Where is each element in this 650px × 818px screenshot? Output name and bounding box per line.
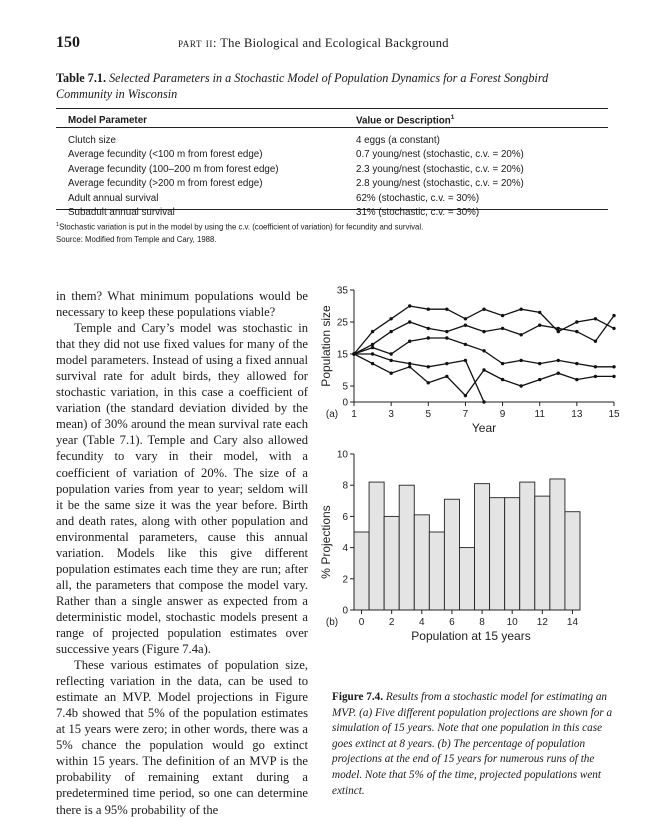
data-point — [427, 336, 430, 339]
x-tick-label: 10 — [506, 617, 518, 628]
bar-11 — [520, 482, 535, 610]
figure-label: Figure 7.4. — [332, 691, 384, 703]
y-tick-label: 8 — [342, 480, 348, 492]
data-point — [575, 330, 578, 333]
data-point — [371, 346, 374, 349]
figure-7-4a-line-chart — [318, 282, 618, 444]
bar-12 — [535, 496, 550, 610]
x-tick-label: 12 — [536, 617, 548, 628]
table-row: Subadult annual survival 31% (stochastic, c.v. = 30%) — [68, 207, 480, 219]
x-tick-label: 4 — [419, 617, 425, 628]
y-axis-title: Population size — [319, 305, 333, 387]
y-tick-label: 5 — [342, 381, 348, 393]
column-note-mark: 1 — [450, 113, 455, 121]
x-tick-label: 5 — [425, 409, 432, 420]
data-point — [445, 336, 448, 339]
data-point — [501, 378, 504, 381]
x-tick-label: 6 — [449, 617, 455, 628]
bar-14 — [565, 512, 580, 610]
data-point — [501, 314, 504, 317]
bar-2 — [384, 516, 399, 610]
data-point — [501, 327, 504, 330]
data-point — [575, 378, 578, 381]
data-point — [445, 308, 448, 311]
data-point — [519, 308, 522, 311]
x-tick-label: 3 — [388, 409, 394, 420]
figure-caption-text: Results from a stochastic model for estimating an MVP. (a) Five different population projections are shown for a simulation of 15 years. Note that one population in this case goes extinct at 8 years. (b) The percentage of population projections at the end of 15 years for numerous runs of the model. Note that 5% of the time, projected populations went extinct. — [332, 691, 613, 797]
data-point — [445, 362, 448, 365]
y-tick-label: 10 — [336, 449, 348, 461]
bar-4 — [414, 515, 429, 610]
data-point — [464, 317, 467, 320]
data-point — [482, 308, 485, 311]
x-tick-label: 15 — [608, 409, 620, 420]
data-point — [557, 372, 560, 375]
bar-10 — [505, 498, 520, 610]
data-point — [594, 365, 597, 368]
parameter-table — [68, 112, 608, 220]
data-point — [371, 330, 374, 333]
data-point — [371, 343, 374, 346]
y-axis-title: % Projections — [319, 505, 333, 579]
x-tick-label: 7 — [462, 409, 469, 420]
panel-label-a: (a) — [325, 409, 339, 420]
x-tick-label: 2 — [388, 617, 395, 628]
data-point — [557, 359, 560, 362]
data-point — [408, 304, 411, 307]
data-point — [519, 384, 522, 387]
table-caption — [56, 70, 606, 102]
bar-1 — [369, 482, 384, 610]
data-point — [612, 365, 615, 368]
data-point — [538, 311, 541, 314]
data-point — [464, 394, 467, 397]
data-point — [427, 381, 430, 384]
table-source: Source: Modified from Temple and Cary, 1988. — [56, 235, 217, 245]
data-point — [612, 327, 615, 330]
data-point — [389, 317, 392, 320]
x-tick-label: 0 — [358, 617, 365, 628]
data-point — [445, 330, 448, 333]
table-footnote: $^1$Stochastic variation is put in the model by using the c.v. (coefficient of variation) for fecundity and survival. — [56, 222, 424, 232]
panel-label-b: (b) — [325, 617, 339, 628]
table-row: Average fecundity (>200 m from forest edge) 2.8 young/nest (stochastic, c.v. = 20%) — [68, 178, 524, 190]
data-point — [575, 362, 578, 365]
data-point — [594, 375, 597, 378]
table-row: Adult annual survival 62% (stochastic, c.v. = 30%) — [68, 192, 480, 204]
data-point — [482, 330, 485, 333]
page-number: 150 — [56, 34, 80, 51]
running-head — [178, 36, 449, 51]
column-header-parameter: Model Parameter — [68, 114, 147, 126]
y-tick-label: 35 — [336, 285, 348, 297]
data-point — [519, 333, 522, 336]
bar-5 — [429, 532, 444, 610]
y-tick-label: 2 — [342, 574, 348, 586]
part-title: The Biological and Ecological Background — [220, 36, 449, 50]
data-point — [557, 330, 560, 333]
table-header-row — [68, 112, 608, 128]
table-top-rule — [56, 108, 608, 109]
x-tick-label: 8 — [479, 617, 485, 628]
body-paragraph: Temple and Cary’s model was stochastic in that they did not use fixed values for many of the model parameters. Instead of using a fixed annual survival rate for adult birds, they allowed for stochastic variation, in this case a coefficient of variation (the standard deviation divided by the mean) of 30% around the mean survival rate each year (Table 7.1). Temple and Cary also allowed fecundity to vary in their model, with a coefficient of variation of 20%. The size of a population varies from year to year; seldom will it be the same size it was the year before. Birth and death rates, along with other population and environmental parameters, cause this annual variation. Models like this give different population estimates each time they are run; after all, the parameters that compose the model vary. Rather than a single answer as expected from a deterministic model, stochastic models present a range of projected population estimates over successive years (Figure 7.4a). — [56, 321, 308, 657]
data-point — [408, 362, 411, 365]
data-point — [427, 308, 430, 311]
data-point — [538, 324, 541, 327]
data-point — [371, 362, 374, 365]
data-point — [482, 400, 485, 403]
data-point — [519, 359, 522, 362]
bar-7 — [459, 548, 474, 610]
table-row: Clutch size 4 eggs (a constant) — [68, 134, 440, 146]
y-tick-label: 4 — [342, 543, 348, 555]
data-point — [464, 359, 467, 362]
data-point — [482, 349, 485, 352]
x-tick-label: 1 — [351, 409, 357, 420]
data-point — [501, 362, 504, 365]
bar-3 — [399, 485, 414, 610]
table-notes — [56, 219, 616, 247]
data-point — [612, 314, 615, 317]
data-point — [464, 343, 467, 346]
data-point — [464, 324, 467, 327]
data-point — [557, 327, 560, 330]
x-axis-title: Population at 15 years — [411, 629, 531, 643]
table-row: Average fecundity (<100 m from forest edge) 0.7 young/nest (stochastic, c.v. = 20%) — [68, 149, 524, 161]
bar-0 — [354, 532, 369, 610]
data-point — [389, 352, 392, 355]
y-tick-label: 0 — [342, 397, 348, 409]
data-point — [538, 378, 541, 381]
data-point — [482, 368, 485, 371]
table-title: Selected Parameters in a Stochastic Model of Population Dynamics for a Forest Songbird Community in Wisconsin — [56, 71, 549, 101]
x-axis-title: Year — [471, 421, 497, 435]
body-text — [56, 288, 308, 818]
data-point — [612, 375, 615, 378]
table-row: Average fecundity (100–200 m from forest edge) 2.3 young/nest (stochastic, c.v. = 20%) — [68, 163, 524, 175]
figure-caption — [332, 690, 618, 799]
column-header-value: Value or Description$^1$ — [356, 113, 455, 127]
data-point — [575, 320, 578, 323]
data-point — [594, 317, 597, 320]
x-tick-label: 11 — [534, 409, 545, 420]
data-point — [427, 365, 430, 368]
data-point — [408, 365, 411, 368]
y-tick-label: 25 — [336, 317, 348, 329]
data-point — [408, 320, 411, 323]
y-tick-label: 6 — [342, 511, 348, 523]
data-point — [389, 359, 392, 362]
y-tick-label: 0 — [342, 605, 348, 617]
data-point — [445, 375, 448, 378]
part-label: part ii: — [178, 36, 218, 50]
table-label: Table 7.1. — [56, 71, 107, 85]
body-paragraph: in them? What minimum populations would be necessary to keep these populations viable? — [56, 289, 308, 320]
bar-13 — [550, 479, 565, 610]
x-tick-label: 13 — [571, 409, 583, 420]
data-point — [389, 372, 392, 375]
data-point — [371, 352, 374, 355]
data-point — [594, 340, 597, 343]
x-tick-label: 9 — [499, 409, 506, 420]
data-point — [538, 362, 541, 365]
data-point — [408, 340, 411, 343]
body-paragraph: These various estimates of population size, reflecting variation in the data, can be used to estimate an MVP. Model projections in Figure 7.4b showed that 5% of the population estimates at 15 years were zero; in other words, there was a 5% chance the population would go extinct within 15 years. The definition of an MVP is the probability of remaining extant during a predetermined time period, so one can determine there is a 95% probability of the — [56, 658, 308, 817]
data-point — [427, 327, 430, 330]
bar-8 — [475, 484, 490, 610]
x-tick-label: 14 — [566, 617, 579, 628]
series-line-2 — [354, 316, 614, 354]
bar-9 — [490, 498, 505, 610]
data-point — [352, 352, 355, 355]
y-tick-label: 15 — [336, 349, 348, 361]
bar-6 — [444, 499, 459, 610]
figure-7-4b-bar-chart — [318, 450, 618, 650]
data-point — [389, 330, 392, 333]
